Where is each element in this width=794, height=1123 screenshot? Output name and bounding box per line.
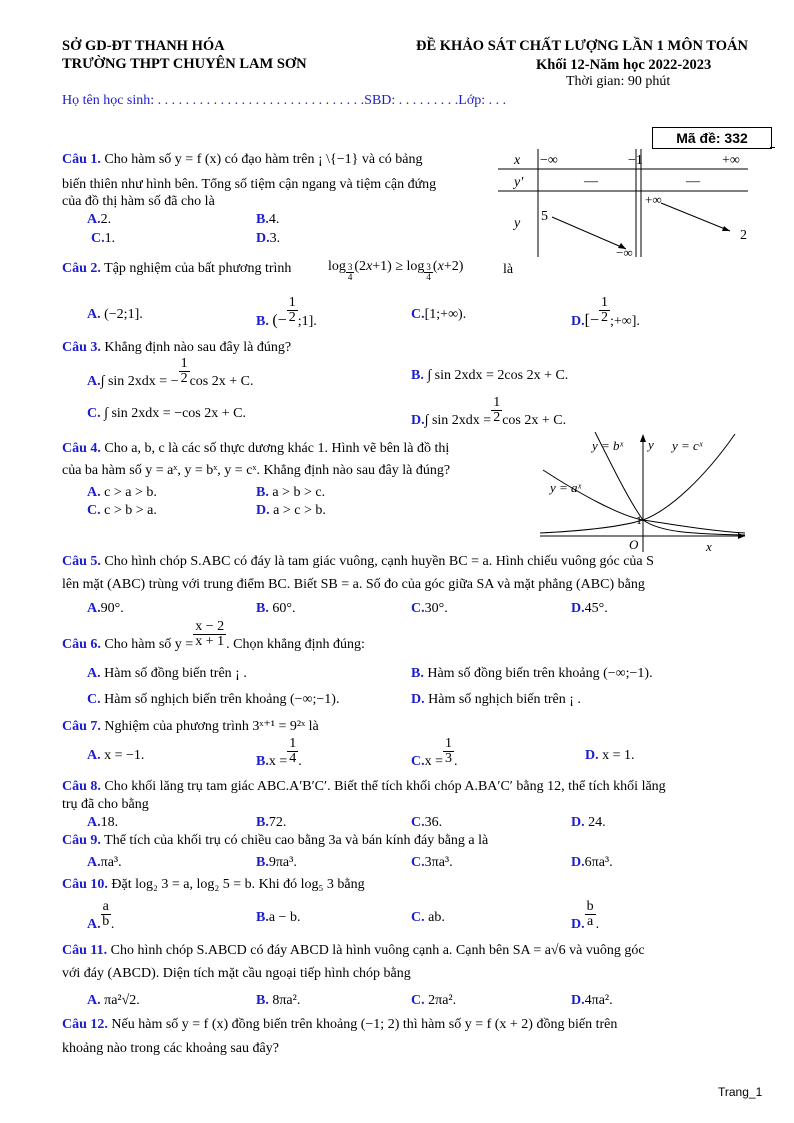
question-7: Câu 7. Nghiệm của phương trình 3ˣ⁺¹ = 9²ˣ là xyxy=(62,719,319,734)
option-c[interactable]: C.30°. xyxy=(411,601,448,616)
question-1 xyxy=(62,152,423,168)
option-c[interactable]: C. ∫ sin 2xdx = −cos 2x + C. xyxy=(87,406,246,421)
option-a[interactable]: A. x = −1. xyxy=(87,748,145,763)
option-a[interactable]: A. $\frac{a}{b}$ . xyxy=(87,899,115,932)
option-text: 1. xyxy=(104,231,116,246)
option-label: D. xyxy=(256,231,270,246)
y-row-label: y xyxy=(514,216,521,231)
option-label: A. xyxy=(87,212,101,227)
question-5: Câu 5. Cho hình chóp S.ABC có đáy là tam giác vuông, cạnh huyền BC = a. Hình chiếu vuông góc của S xyxy=(62,554,654,569)
option-c[interactable] xyxy=(91,231,115,247)
minus-one-label: −1 xyxy=(628,153,643,168)
question-text: Cho hình chóp S.ABCD có đáy ABCD là hình vuông cạnh a. Cạnh bên SA = a√6 và vuông góc xyxy=(110,943,645,958)
option-label: C. xyxy=(91,231,105,246)
option-d[interactable]: D. Hàm số nghịch biến trên ¡ . xyxy=(411,692,581,707)
x-axis-label: x xyxy=(706,539,712,554)
option-b[interactable]: B. ∫ sin 2xdx = 2cos 2x + C. xyxy=(411,368,569,383)
option-b[interactable]: B.9πa³. xyxy=(256,855,297,870)
b-curve-label: y = bˣ xyxy=(592,438,624,453)
option-a[interactable]: A. Hàm số đồng biến trên ¡ . xyxy=(87,666,247,681)
grade-year: Khối 12-Năm học 2022-2023 xyxy=(536,57,712,73)
variation-table xyxy=(498,147,754,259)
question-6: Câu 6. Cho hàm số y = $\frac{x - 2}{x + 1}$ . Chọn khẳng định đúng: xyxy=(62,619,365,652)
option-d[interactable]: D. x = 1. xyxy=(585,748,635,763)
y-axis-label: y xyxy=(648,437,654,452)
option-d[interactable]: D. a > c > b. xyxy=(256,503,326,518)
option-d[interactable]: D. $\frac{b}{a}$ . xyxy=(571,899,600,932)
option-d[interactable]: D.[− $\frac{1}{2}$ ;+∞]. xyxy=(571,295,640,329)
question-2 xyxy=(62,261,291,277)
option-b[interactable]: B. a > b > c. xyxy=(256,485,326,500)
option-label: B. xyxy=(256,212,269,227)
option-d[interactable]: D. 24. xyxy=(571,815,606,830)
question-text: Cho khối lăng trụ tam giác ABC.A′B′C′. Biết thể tích khối chóp A.BA′C′ bằng 12, thể tích khối lăng xyxy=(104,779,666,794)
student-info-line: Họ tên học sinh: . . . . . . . . . . . . . . . . . . . . . . . . . . . . . .SBD: . . . . . . . . .Lớp: . . . xyxy=(62,93,507,108)
pos-inf-label: +∞ xyxy=(722,153,740,168)
department-name: SỞ GD-ĐT THANH HÓA xyxy=(62,38,225,54)
top-inf-label: +∞ xyxy=(645,192,662,207)
option-b[interactable]: B. 8πa². xyxy=(256,993,301,1008)
option-text: 4. xyxy=(268,212,280,227)
log-base-num: 3 xyxy=(347,262,353,272)
option-d[interactable]: D.45°. xyxy=(571,601,608,616)
question-5-line2: lên mặt (ABC) trùng với trung điểm BC. Biết SB = a. Số đo của góc giữa SA và mặt phẳng (ABC) bằng xyxy=(62,577,645,592)
exam-time: Thời gian: 90 phút xyxy=(566,74,671,89)
option-text: 3. xyxy=(269,231,281,246)
question-11: Câu 11. Cho hình chóp S.ABCD có đáy ABCD là hình vuông cạnh a. Cạnh bên SA = a√6 và vuông góc xyxy=(62,943,645,958)
exam-code-box xyxy=(652,127,772,149)
option-b[interactable]: B. (− $\frac{1}{2}$ ;1]. xyxy=(256,295,317,329)
option-b[interactable] xyxy=(256,212,279,228)
option-a[interactable]: A. πa²√2. xyxy=(87,993,140,1008)
question-8: Câu 8. Cho khối lăng trụ tam giác ABC.A′B′C′. Biết thể tích khối chóp A.BA′C′ bằng 12, thể tích khối lăng xyxy=(62,779,666,794)
option-a[interactable] xyxy=(87,212,111,228)
option-d[interactable]: D.6πa³. xyxy=(571,855,613,870)
question-1-line2: biến thiên như hình bên. Tổng số tiệm cận ngang và tiệm cận đứng xyxy=(62,177,437,192)
question-12: Câu 12. Nếu hàm số y = f (x) đồng biến trên khoảng (−1; 2) thì hàm số y = f (x + 2) đồng biến trên xyxy=(62,1017,618,1032)
option-b[interactable]: B.72. xyxy=(256,815,287,830)
option-text: 2. xyxy=(100,212,112,227)
exam-code: Mã đề: 332 xyxy=(676,130,748,146)
c-curve-label: y = cˣ xyxy=(672,438,703,453)
option-b[interactable]: B.x = $\frac{1}{4}$ . xyxy=(256,736,302,769)
question-9: Câu 9. Thể tích của khối trụ có chiều cao bằng 3a và bán kính đáy bằng a là xyxy=(62,833,489,848)
question-text: Cho hình chóp S.ABC có đáy là tam giác vuông, cạnh huyền BC = a. Hình chiếu vuông góc của S xyxy=(104,554,654,569)
option-text: [1;+∞). xyxy=(424,307,467,322)
question-12-line2: khoảng nào trong các khoảng sau đây? xyxy=(62,1041,279,1056)
question-4: Câu 4. Cho a, b, c là các số thực dương khác 1. Hình vẽ bên là đồ thị xyxy=(62,441,450,456)
neg-inf-label: −∞ xyxy=(540,153,558,168)
option-a[interactable]: A.18. xyxy=(87,815,119,830)
exponential-graph xyxy=(540,432,750,554)
question-text: Cho a, b, c là các số thực dương khác 1. Hình vẽ bên là đồ thị xyxy=(104,441,450,456)
option-c[interactable]: C. 2πa². xyxy=(411,993,457,1008)
question-label: Câu 1. xyxy=(62,152,101,167)
option-c[interactable]: C. ab. xyxy=(411,910,445,925)
exam-code-underline xyxy=(770,147,775,148)
x-row-label: x xyxy=(514,153,521,168)
derivative-sign-right: — xyxy=(686,174,700,189)
question-11-line2: với đáy (ABCD). Diện tích mặt cầu ngoại tiếp hình chóp bằng xyxy=(62,966,411,981)
right-limit-value: 2 xyxy=(740,228,747,243)
option-text: (−2;1]. xyxy=(104,307,143,322)
option-a[interactable]: A.90°. xyxy=(87,601,124,616)
option-b[interactable]: B.a − b. xyxy=(256,910,301,925)
option-c[interactable]: C. c > b > a. xyxy=(87,503,157,518)
derivative-sign-left: — xyxy=(584,174,598,189)
option-a[interactable]: A.πa³. xyxy=(87,855,122,870)
option-c[interactable]: C.3πa³. xyxy=(411,855,453,870)
option-c[interactable]: C.x = $\frac{1}{3}$ . xyxy=(411,736,458,769)
question-text: Nếu hàm số y = f (x) đồng biến trên khoảng (−1; 2) thì hàm số y = f (x + 2) đồng biến trên xyxy=(111,1017,618,1032)
school-name: TRƯỜNG THPT CHUYÊN LAM SƠN xyxy=(62,56,307,72)
question-text: Tập nghiệm của bất phương trình xyxy=(104,261,292,276)
option-a[interactable]: A. (−2;1]. xyxy=(87,307,143,322)
question-text: Cho hàm số y = f (x) có đạo hàm trên ¡ \{−1} và có bảng xyxy=(104,152,423,167)
intercept-label: 1 xyxy=(636,513,642,527)
question-10: Câu 10. Đặt log₂ 3 = a, log₂ 5 = b. Khi đó log₅ 3 bằng xyxy=(62,877,365,892)
log-base-den: 4 xyxy=(347,272,353,282)
bottom-inf-label: −∞ xyxy=(616,245,633,259)
option-c[interactable]: C.36. xyxy=(411,815,443,830)
question-1-line3: của đồ thị hàm số đã cho là xyxy=(62,194,215,209)
question-text: Khẳng định nào sau đây là đúng? xyxy=(104,340,292,355)
option-d[interactable]: D.∫ sin 2xdx = $\frac{1}{2}$ cos 2x + C. xyxy=(411,395,567,428)
page-number: Trang_1 xyxy=(718,1085,763,1099)
yprime-row-label: y' xyxy=(514,175,524,190)
question-4-line2: của ba hàm số y = aˣ, y = bˣ, y = cˣ. Khẳng định nào sau đây là đúng? xyxy=(62,463,451,478)
left-limit-value: 5 xyxy=(541,209,548,224)
question-label: Câu 2. xyxy=(62,261,101,276)
option-d[interactable] xyxy=(256,231,280,247)
a-curve-label: y = aˣ xyxy=(550,480,582,495)
question-8-line2: trụ đã cho bằng xyxy=(62,797,149,812)
option-d[interactable]: D.4πa². xyxy=(571,993,613,1008)
question-text: Nghiệm của phương trình 3ˣ⁺¹ = 9²ˣ là xyxy=(104,719,319,734)
question-text: Đặt log₂ 3 = a, log₂ 5 = b. Khi đó log₅ 3 bằng xyxy=(111,877,365,892)
option-c[interactable]: C. Hàm số nghịch biến trên khoảng (−∞;−1). xyxy=(87,692,340,707)
exam-title: ĐỀ KHẢO SÁT CHẤT LƯỢNG LẦN 1 MÔN TOÁN xyxy=(416,38,748,54)
question-2-end: là xyxy=(503,262,514,277)
inequality: log $\frac{3}{4}$ (2x+1) ≥ log $\frac{3}{4}$ (x+2) xyxy=(328,259,464,282)
question-3: Câu 3. Khẳng định nào sau đây là đúng? xyxy=(62,340,292,355)
option-b[interactable]: B. 60°. xyxy=(256,601,296,616)
option-c[interactable]: C.[1;+∞). xyxy=(411,307,467,322)
option-b[interactable]: B. Hàm số đồng biến trên khoảng (−∞;−1). xyxy=(411,666,653,681)
option-a[interactable]: A.∫ sin 2xdx = − $\frac{1}{2}$ cos 2x + C. xyxy=(87,356,254,389)
option-a[interactable]: A. c > a > b. xyxy=(87,485,157,500)
question-text: Thể tích của khối trụ có chiều cao bằng 3a và bán kính đáy bằng a là xyxy=(104,833,489,848)
origin-label: O xyxy=(629,537,639,552)
